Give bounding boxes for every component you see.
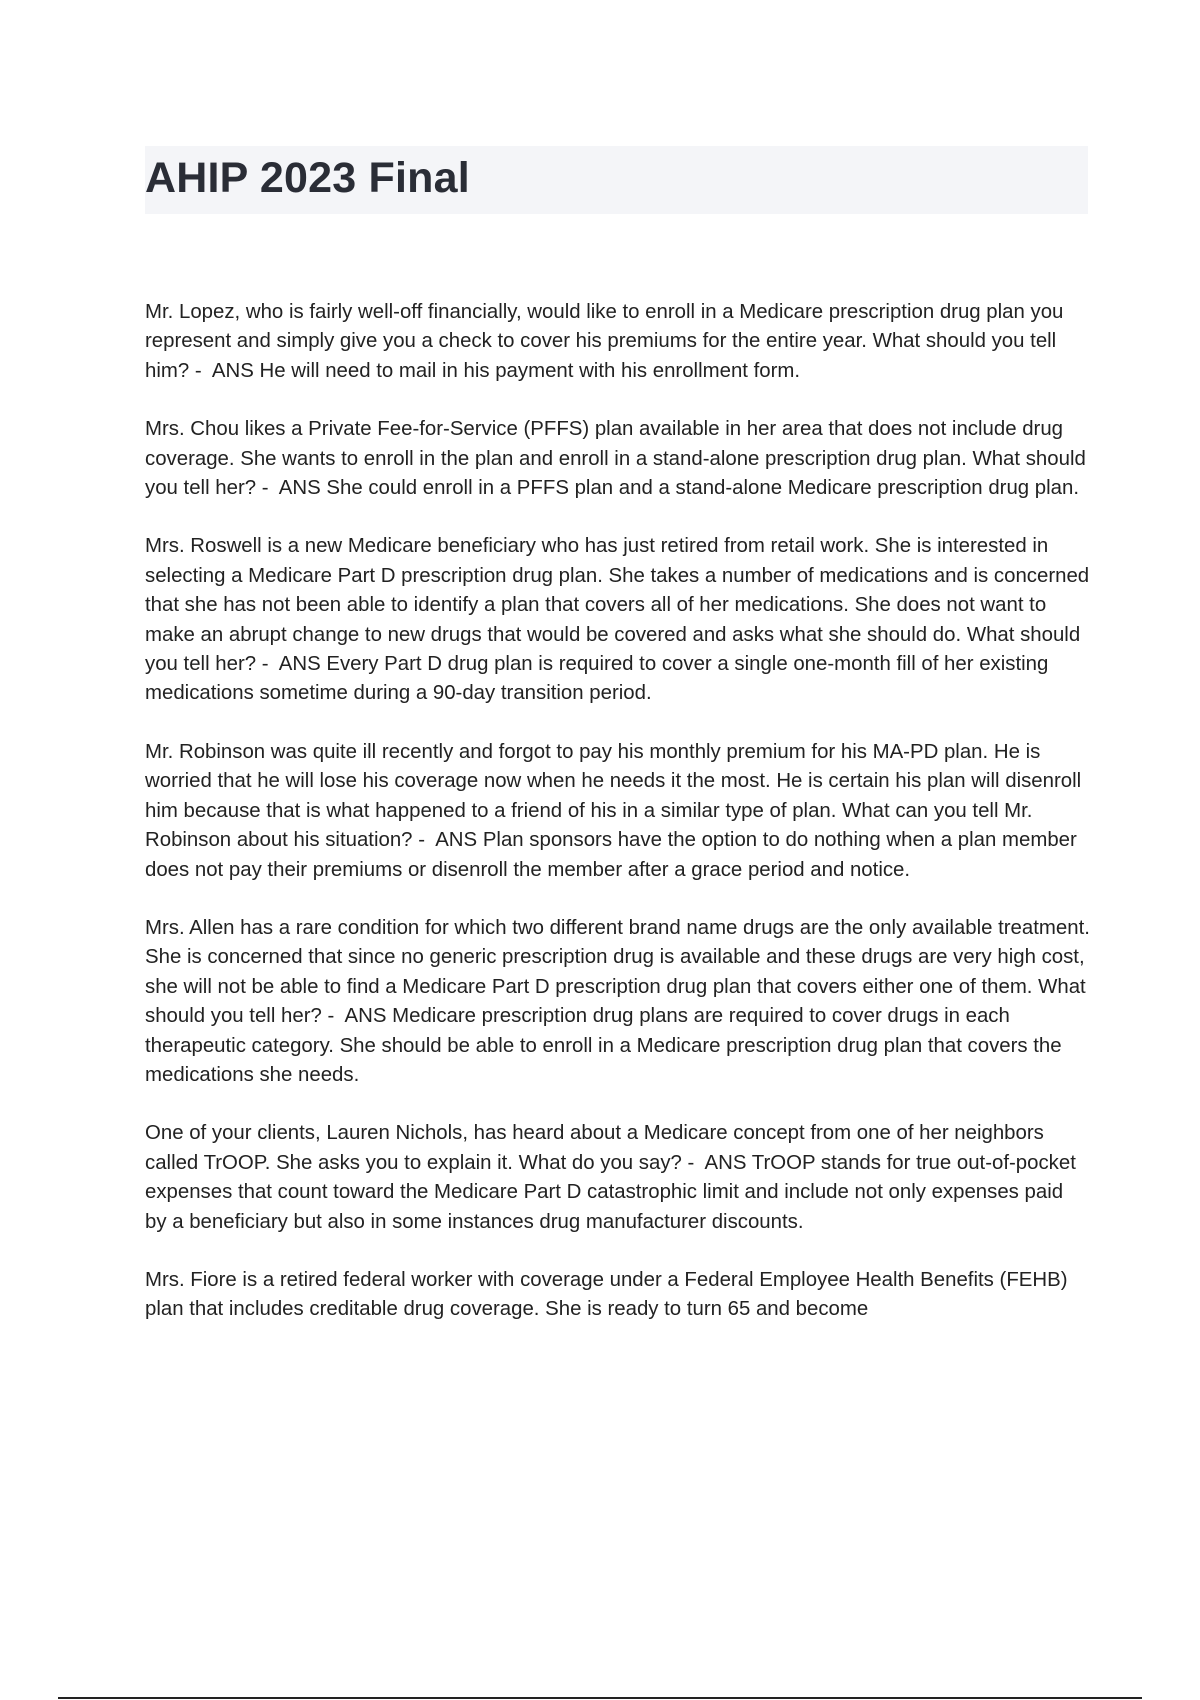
answer-text: Every Part D drug plan is required to cover a single one-month fill of her existing medications sometime during a 90-day transition period. bbox=[145, 653, 1049, 705]
answer-prefix: ANS bbox=[704, 1151, 747, 1174]
question-text: One of your clients, Lauren Nichols, has heard about a Medicare concept from one of her neighbors called TrOOP. She asks you to explain it. What do you say? bbox=[145, 1122, 1044, 1174]
answer-prefix: ANS bbox=[344, 1005, 387, 1028]
qa-list bbox=[145, 298, 1090, 1354]
answer-prefix: ANS bbox=[435, 829, 478, 852]
qa-entry bbox=[145, 298, 1090, 386]
question-text: Mr. Robinson was quite ill recently and forgot to pay his monthly premium for his MA-PD plan. He is worried that he will lose his coverage now when he needs it the most. He is certain his plan will disenroll him because that is what happened to a friend of his in a similar type of plan. What can you tell Mr. Robinson about his situation? bbox=[145, 740, 1082, 852]
answer-text: Medicare prescription drug plans are required to cover drugs in each therapeutic category. She should be able to enroll in a Medicare prescription drug plan that covers the medications she needs. bbox=[145, 1005, 1062, 1086]
answer-prefix: ANS bbox=[278, 477, 321, 500]
qa-entry bbox=[145, 738, 1090, 885]
question-text: Mrs. Fiore is a retired federal worker with coverage under a Federal Employee Health Benefits (FEHB) plan that includes creditable drug coverage. She is ready to turn 65 and become bbox=[145, 1268, 1068, 1321]
qa-entry bbox=[145, 914, 1090, 1090]
separator: - bbox=[194, 359, 212, 382]
footer-divider bbox=[58, 1697, 1142, 1699]
qa-entry bbox=[145, 1119, 1090, 1237]
question-text: Mr. Lopez, who is fairly well-off financially, would like to enroll in a Medicare prescription drug plan you represent and simply give you a check to cover his premiums for the entire year. What should you tell him? bbox=[145, 301, 1064, 382]
question-text: Mrs. Allen has a rare condition for which two different brand name drugs are the only available treatment. She is concerned that since no generic prescription drug is available and these drugs are very high cost, she will not be able to find a Medicare Part D prescription drug plan that covers either one of them. What should you tell her? bbox=[145, 916, 1090, 1028]
separator: - bbox=[418, 829, 436, 852]
separator: - bbox=[261, 653, 279, 676]
separator: - bbox=[327, 1005, 345, 1028]
title-band bbox=[145, 146, 1088, 214]
qa-entry bbox=[145, 1266, 1090, 1325]
qa-entry bbox=[145, 532, 1090, 708]
answer-text: He will need to mail in his payment with his enrollment form. bbox=[259, 359, 801, 382]
question-text: Mrs. Roswell is a new Medicare beneficiary who has just retired from retail work. She is interested in selecting a Medicare Part D prescription drug plan. She takes a number of medications and is concerned that she has not been able to identify a plan that covers all of her medications. She does not want to make an abrupt change to new drugs that would be covered and asks what she should do. What should you tell her? bbox=[145, 535, 1090, 676]
answer-text: She could enroll in a PFFS plan and a stand-alone Medicare prescription drug plan. bbox=[326, 477, 1080, 500]
answer-prefix: ANS bbox=[278, 653, 321, 676]
question-text: Mrs. Chou likes a Private Fee-for-Service (PFFS) plan available in her area that does not include drug coverage. She wants to enroll in the plan and enroll in a stand-alone prescription drug plan. What should you tell her? bbox=[145, 418, 1086, 500]
answer-prefix: ANS bbox=[211, 359, 254, 382]
qa-entry bbox=[145, 415, 1090, 503]
answer-text: Plan sponsors have the option to do nothing when a plan member does not pay their premiums or disenroll the member after a grace period and notice. bbox=[145, 829, 1077, 881]
separator: - bbox=[261, 477, 279, 500]
answer-text: TrOOP stands for true out-of-pocket expenses that count toward the Medicare Part D catastrophic limit and include not only expenses paid by a beneficiary but also in some instances drug manufacturer discounts. bbox=[145, 1151, 1076, 1233]
document-title: AHIP 2023 Final bbox=[145, 154, 470, 202]
separator: - bbox=[687, 1151, 705, 1174]
